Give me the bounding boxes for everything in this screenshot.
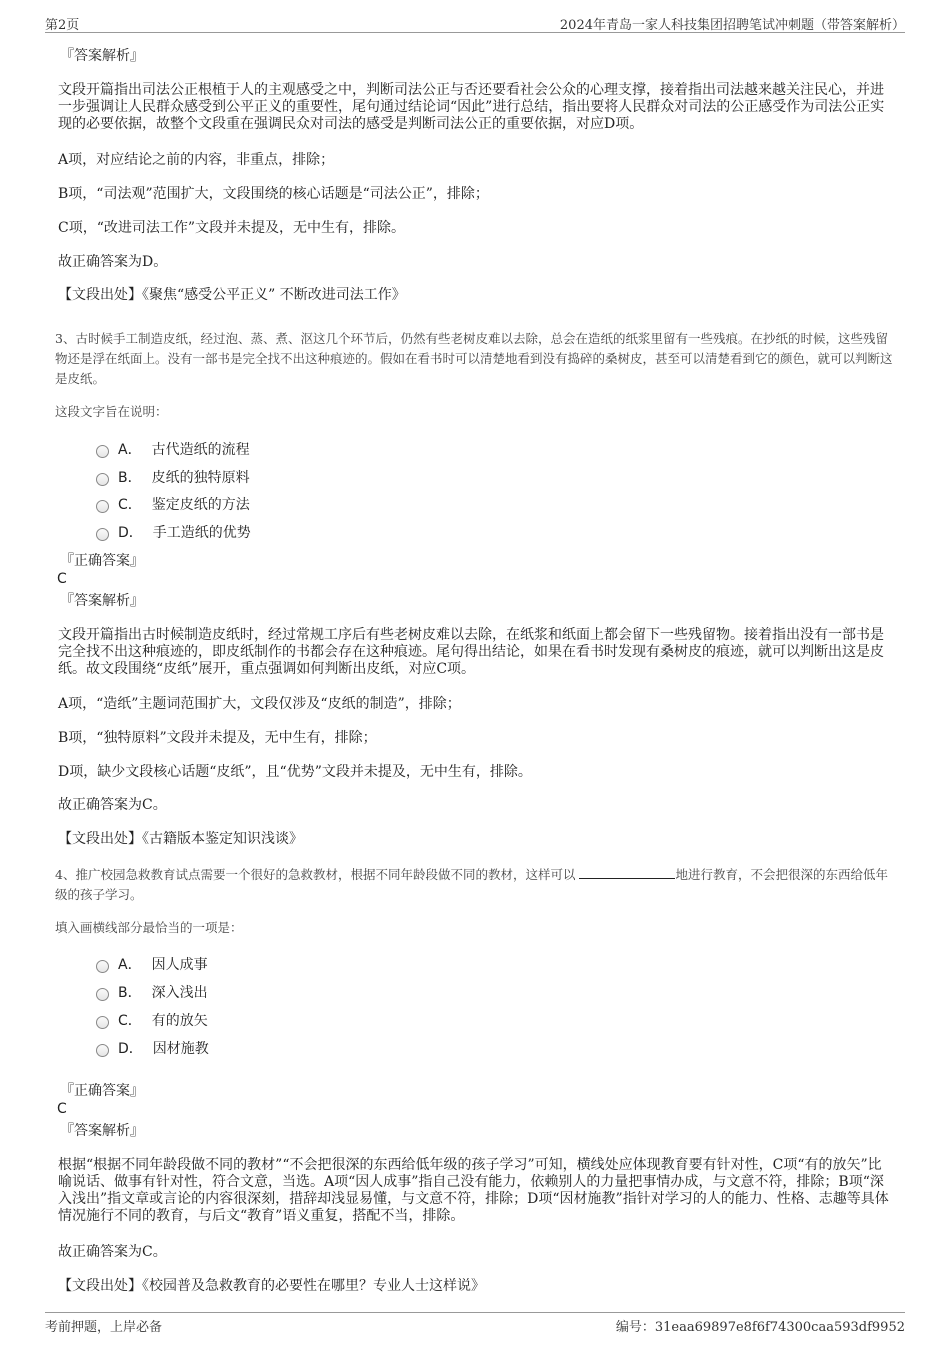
q3-option-c[interactable]: C． 鉴定皮纸的方法 (96, 494, 250, 514)
q3-line-a: A项，“造纸”主题词范围扩大，文段仅涉及“皮纸的制造”，排除； (58, 696, 461, 712)
q3-line-b: B项，“独特原料”文段并未提及，无中生有，排除； (58, 730, 377, 746)
q4-option-c[interactable]: C． 有的放矢 (96, 1010, 208, 1030)
q3-correct-label: 『正确答案』 (60, 553, 144, 569)
q2-source: 【文段出处】《聚焦“感受公平正义” 不断改进司法工作》 (58, 287, 406, 303)
q2-line-c: C项，“改进司法工作”文段并未提及，无中生有，排除。 (58, 220, 406, 236)
q2-line-b: B项，“司法观”范围扩大，文段围绕的核心话题是“司法公正”，排除； (58, 186, 489, 202)
q4-prompt: 填入画横线部分最恰当的一项是： (55, 920, 243, 935)
radio-icon[interactable] (96, 473, 109, 486)
radio-icon[interactable] (96, 528, 109, 541)
q3-option-a[interactable]: A． 古代造纸的流程 (96, 439, 250, 459)
q4-conclusion: 故正确答案为C。 (58, 1244, 167, 1260)
document-title: 2024年青岛一家人科技集团招聘笔试冲刺题（带答案解析） (559, 18, 905, 33)
q3-option-b[interactable]: B． 皮纸的独特原料 (96, 467, 250, 487)
q4-correct-answer: C (57, 1101, 67, 1117)
footer-slogan: 考前押题，上岸必备 (45, 1320, 163, 1335)
q3-source: 【文段出处】《古籍版本鉴定知识浅谈》 (58, 831, 303, 847)
q4-correct-label: 『正确答案』 (60, 1083, 144, 1099)
radio-icon[interactable] (96, 1044, 109, 1057)
q4-option-b[interactable]: B． 深入浅出 (96, 982, 208, 1002)
radio-icon[interactable] (96, 1016, 109, 1029)
q4-analysis-label: 『答案解析』 (60, 1123, 144, 1139)
q2-line-a: A项，对应结论之前的内容，非重点，排除； (58, 152, 335, 168)
q2-conclusion: 故正确答案为D。 (58, 254, 168, 270)
q2-analysis-text: 文段开篇指出司法公正根植于人的主观感受之中，判断司法公正与否还要看社会公众的心理支撑，接着指出司法越来越关注民心，并进一步强调让人民群众感受到公平正义的重要性，尾句通过结论词“因此”进行总结，指出要将人民群众对司法的公正感受作为司法公正实现的必要依据，故整个文段重在强调民众对司法的感受是判断司法公正的重要依据，对应D项。 (58, 82, 885, 132)
q2-analysis-label: 『答案解析』 (60, 48, 144, 64)
radio-icon[interactable] (96, 988, 109, 1001)
page-footer (45, 1312, 905, 1335)
q3-line-d: D项，缺少文段核心话题“皮纸”，且“优势”文段并未提及，无中生有，排除。 (58, 764, 532, 780)
q4-option-a[interactable]: A． 因人成事 (96, 954, 208, 974)
q4-option-d[interactable]: D． 因材施教 (96, 1038, 209, 1058)
q3-prompt: 这段文字旨在说明： (55, 404, 168, 419)
q4-stem: 4、推广校园急救教育试点需要一个很好的急救教材，根据不同年龄段做不同的教材，这样可以 地进行教育，不会把很深的东西给低年级的孩子学习。 (55, 867, 888, 902)
radio-icon[interactable] (96, 960, 109, 973)
q3-option-d[interactable]: D． 手工造纸的优势 (96, 522, 251, 542)
q3-correct-answer: C (57, 571, 67, 587)
q3-stem: 3、古时候手工制造皮纸，经过泡、蒸、煮、沤这几个环节后，仍然有些老树皮难以去除，总会在造纸的纸浆里留有一些残痕。在抄纸的时候，这些残留物还是浮在纸面上。没有一部书是完全找不出这种痕迹的。假如在看书时可以清楚地看到没有捣碎的桑树皮，甚至可以清楚看到它的颜色，就可以判断这是皮纸。 (55, 331, 893, 386)
radio-icon[interactable] (96, 500, 109, 513)
page-header (45, 12, 905, 33)
q3-analysis-text: 文段开篇指出古时候制造皮纸时，经过常规工序后有些老树皮难以去除，在纸浆和纸面上都会留下一些残留物。接着指出没有一部书是完全找不出这种痕迹的，即皮纸制作的书都会存在这种痕迹。尾句得出结论，如果在看书时发现有桑树皮的痕迹，就可以判断出这是皮纸。故文段围绕“皮纸”展开，重点强调如何判断出皮纸，对应C项。 (58, 627, 884, 677)
q3-analysis-label: 『答案解析』 (60, 593, 144, 609)
fill-blank (579, 866, 675, 879)
page-number: 第2页 (45, 18, 80, 33)
q3-conclusion: 故正确答案为C。 (58, 797, 167, 813)
q4-analysis-text: 根据“根据不同年龄段做不同的教材”“不会把很深的东西给低年级的孩子学习”可知，横线处应体现教育要有针对性，C项“有的放矢”比喻说话、做事有针对性，符合文意，当选。A项“因人成事”指自己没有能力，依赖别人的力量把事情办成，与文意不符，排除；B项“深入浅出”指文章或言论的内容很深刻，措辞却浅显易懂，与文意不符，排除；D项“因材施教”指针对学习的人的能力、性格、志趣等具体情况施行不同的教育，与后文“教育”语义重复，搭配不当，排除。 (58, 1157, 889, 1224)
document-id: 编号：31eaa69897e8f6f74300caa593df9952 (615, 1320, 905, 1335)
q4-source: 【文段出处】《校园普及急救教育的必要性在哪里？专业人士这样说》 (58, 1278, 485, 1294)
radio-icon[interactable] (96, 445, 109, 458)
